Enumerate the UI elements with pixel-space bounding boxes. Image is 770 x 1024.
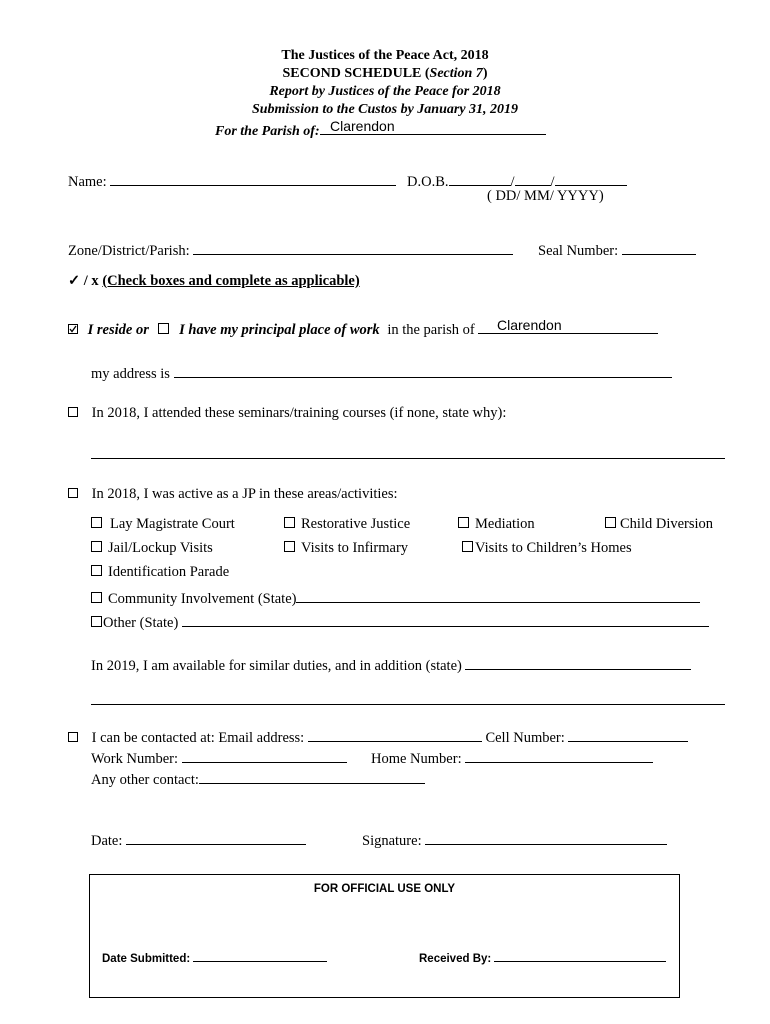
option-checkbox[interactable]	[458, 517, 469, 528]
option-checkbox[interactable]	[91, 517, 102, 528]
date-input[interactable]	[126, 830, 306, 845]
address-label: my address is	[91, 366, 170, 382]
option-label: Visits to Infirmary	[301, 540, 409, 556]
option-label: Visits to Children’s Homes	[475, 540, 632, 556]
email-input[interactable]	[308, 727, 482, 742]
form-title: The Justices of the Peace Act, 2018	[281, 48, 489, 63]
activity-option[interactable]	[284, 516, 410, 533]
seminars-input[interactable]	[91, 458, 725, 459]
zone-input[interactable]	[193, 240, 513, 255]
activity-option[interactable]	[458, 516, 535, 533]
name-label: Name:	[68, 174, 107, 190]
availability-row	[91, 655, 691, 675]
availability-input-2[interactable]	[91, 704, 725, 705]
option-label: Mediation	[475, 516, 535, 532]
reside-label: I reside or	[87, 322, 149, 338]
dob-month-input[interactable]	[515, 171, 551, 186]
cell-input[interactable]	[568, 727, 688, 742]
check-mark-icon: ✓	[68, 273, 81, 289]
option-checkbox[interactable]	[605, 517, 616, 528]
work-number-field	[91, 748, 347, 768]
seal-input[interactable]	[622, 240, 696, 255]
activity-option[interactable]	[462, 540, 632, 557]
contact-row	[68, 727, 688, 747]
other-contact-input[interactable]	[199, 769, 425, 784]
home-number-field	[371, 748, 653, 768]
work-number-input[interactable]	[182, 748, 347, 763]
work-number-label: Work Number:	[91, 751, 179, 767]
received-by-field	[419, 950, 666, 965]
dob-label: D.O.B.	[407, 174, 449, 190]
email-label: I can be contacted at: Email address:	[91, 730, 305, 746]
activity-option[interactable]	[284, 540, 408, 557]
option-label: Jail/Lockup Visits	[108, 540, 213, 556]
received-by-input[interactable]	[494, 950, 666, 962]
cell-label: Cell Number:	[485, 730, 565, 746]
seminars-text: In 2018, I attended these seminars/training courses (if none, state why):	[91, 405, 507, 421]
work-label: I have my principal place of work	[179, 322, 380, 338]
address-field	[91, 363, 672, 383]
submission-deadline: Submission to the Custos by January 31, 2019	[251, 102, 519, 117]
signature-field	[362, 830, 667, 850]
availability-input[interactable]	[465, 655, 691, 670]
schedule-heading-main: SECOND SCHEDULE (	[282, 66, 430, 81]
activity-option[interactable]	[91, 564, 229, 581]
option-checkbox[interactable]	[284, 517, 295, 528]
option-checkbox[interactable]	[91, 616, 102, 627]
activities-checkbox[interactable]	[68, 488, 78, 498]
schedule-heading	[0, 66, 770, 82]
activities-row	[68, 486, 398, 503]
date-label: Date:	[91, 833, 123, 849]
activity-option[interactable]	[91, 540, 213, 557]
other-contact-field	[91, 769, 425, 789]
dob-day-input[interactable]	[449, 171, 511, 186]
option-checkbox[interactable]	[91, 592, 102, 603]
instructions-text: (Check boxes and complete as applicable)	[102, 273, 360, 289]
address-input[interactable]	[174, 363, 672, 378]
dob-format-hint: ( DD/ MM/ YYYY)	[487, 188, 604, 204]
option-label: Restorative Justice	[301, 516, 411, 532]
option-checkbox[interactable]	[462, 541, 473, 552]
option-label: Lay Magistrate Court	[110, 516, 235, 532]
community-input[interactable]	[296, 588, 700, 603]
activity-option[interactable]	[91, 516, 235, 533]
schedule-heading-end: )	[482, 66, 488, 81]
residence-row	[68, 319, 658, 339]
date-field	[91, 830, 306, 850]
option-label: Child Diversion	[620, 516, 714, 532]
dob-separator: /	[550, 174, 555, 190]
dob-year-input[interactable]	[555, 171, 627, 186]
official-use-title: FOR OFFICIAL USE ONLY	[313, 883, 456, 895]
parish-heading-value[interactable]: Clarendon	[330, 118, 395, 134]
availability-label: In 2019, I am available for similar duties, and in addition (state)	[91, 658, 462, 674]
date-submitted-field	[102, 950, 327, 965]
residence-parish-value[interactable]: Clarendon	[497, 317, 562, 333]
name-field	[68, 171, 396, 191]
parish-text: in the parish of	[387, 322, 475, 338]
parish-heading-label: For the Parish of:	[215, 124, 320, 139]
option-label: Community Involvement (State)	[108, 591, 297, 607]
seal-label: Seal Number:	[538, 243, 619, 259]
option-checkbox[interactable]	[91, 541, 102, 552]
dob-separator: /	[510, 174, 515, 190]
seminars-checkbox[interactable]	[68, 407, 78, 417]
official-use-box	[89, 874, 680, 998]
seal-field	[538, 240, 696, 260]
date-submitted-input[interactable]	[193, 950, 327, 962]
instructions	[68, 273, 360, 290]
other-input[interactable]	[182, 612, 709, 627]
schedule-heading-section: Section 7	[429, 66, 483, 81]
activity-option[interactable]	[91, 588, 700, 608]
signature-label: Signature:	[362, 833, 422, 849]
checkmark-icon	[69, 325, 77, 333]
option-checkbox[interactable]	[284, 541, 295, 552]
seminars-row	[68, 405, 506, 422]
option-label: Other (State)	[103, 615, 179, 631]
other-contact-label: Any other contact:	[91, 772, 199, 788]
reside-checkbox[interactable]	[68, 324, 78, 334]
home-number-label: Home Number:	[371, 751, 462, 767]
report-subtitle: Report by Justices of the Peace for 2018	[269, 84, 501, 99]
activity-option[interactable]	[91, 612, 709, 632]
signature-input[interactable]	[425, 830, 667, 845]
name-input[interactable]	[110, 171, 396, 186]
work-checkbox[interactable]	[158, 323, 169, 334]
option-label: Identification Parade	[108, 564, 230, 580]
received-by-label: Received By:	[419, 953, 492, 965]
option-checkbox[interactable]	[91, 565, 102, 576]
home-number-input[interactable]	[465, 748, 653, 763]
zone-label: Zone/District/Parish:	[68, 243, 190, 259]
activities-intro: In 2018, I was active as a JP in these areas/activities:	[91, 486, 398, 502]
activity-option[interactable]	[605, 516, 713, 533]
contact-checkbox[interactable]	[68, 732, 78, 742]
date-submitted-label: Date Submitted:	[102, 953, 191, 965]
zone-field	[68, 240, 513, 260]
instructions-prefix: / x	[80, 273, 103, 289]
